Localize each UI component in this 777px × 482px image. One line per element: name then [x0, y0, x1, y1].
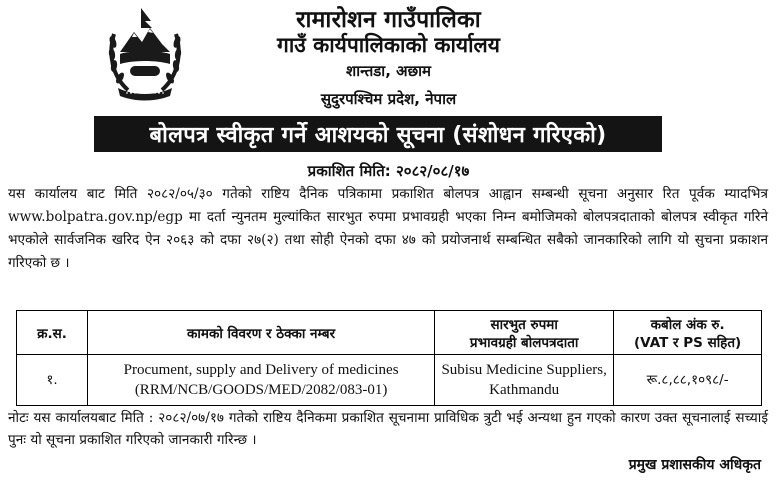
- row-work-desc: Procument, supply and Delivery of medicines: [123, 362, 399, 378]
- header-bidder: [435, 311, 614, 355]
- office-province: सुदुरपश्चिम प्रदेश, नेपाल: [320, 90, 457, 108]
- table-header-row: [17, 311, 762, 355]
- header-bidder-line2: प्रभावग्रही बोलपत्रदाता: [469, 334, 579, 351]
- header-bidder-line1: सारभुत रुपमा: [490, 316, 558, 333]
- row-amount: रू.८,८८,१०९८/-: [614, 355, 762, 406]
- row-bidder-city: Kathmandu: [489, 382, 560, 398]
- published-date: प्रकाशित मिति: २०८२/०८/१७: [307, 162, 470, 180]
- notice-body: यस कार्यालय बाट मिति २०८२/०५/३० गतेको राष्टिय दैनिक पत्रिकामा प्रकाशित बोलपत्र आह्वान सम्बन्धी सूचना अनुसार रित पूर्वक म्यादभित्र www.bolpatra.gov.np/egp मा दर्ता न्युनतम मुल्यांकित सारभुत रुपमा प्रभावग्रही भएका निम्न बमोजिमको बोलपत्रदाताको बोलपत्र स्वीकृत गरिने भएकोले सार्वजनिक खरिद ऐन २०६३ को दफा २७(२) तथा सोही ऐनको दफा ४७ को प्रयोजनार्थ सम्बन्धित सबैको जानकारिको लागि यो सुचना प्रकाशन गरिएको छ ।: [8, 186, 768, 271]
- header-amount-line2: (VAT र PS सहित): [634, 334, 742, 351]
- municipality-name: रामारोशन गाउँपालिका: [296, 7, 481, 33]
- office-location: शान्तडा, अछाम: [346, 62, 431, 80]
- header-amount-line1: कबोल अंक रु.: [650, 316, 725, 333]
- signatory: प्रमुख प्रशासकीय अधिकृत: [628, 457, 761, 473]
- notice-title: बोलपत्र स्वीकृत गर्ने आशयको सूचना (संशोधन गरिएको): [94, 116, 662, 152]
- row-contract-no: (RRM/NCB/GOODS/MED/2082/083-01): [134, 382, 388, 398]
- row-work: [88, 355, 435, 406]
- row-bidder-name: Subisu Medicine Suppliers,: [441, 362, 607, 378]
- header-work: कामको विवरण र ठेक्का नम्बर: [88, 311, 435, 355]
- row-bidder: [435, 355, 614, 406]
- row-sn: १.: [17, 355, 88, 406]
- table-row: [17, 355, 762, 406]
- correction-note: नोटः यस कार्यालयबाट मिति : २०८२/०७/१७ गतेको राष्टिय दैनिकमा प्रकाशित सूचनामा प्राविधिक त्रुटी भई अन्यथा हुन गएको कारण उक्त सूचनालाई सच्याई पुनः यो सूचना प्रकाशित गरिएको जानकारी गरिन्छ ।: [8, 410, 768, 448]
- header-sn: क्र.स.: [17, 311, 88, 355]
- office-name: गाउँ कार्यपालिकाको कार्यालय: [277, 33, 500, 57]
- header-amount: [614, 311, 762, 355]
- award-table: [16, 310, 762, 406]
